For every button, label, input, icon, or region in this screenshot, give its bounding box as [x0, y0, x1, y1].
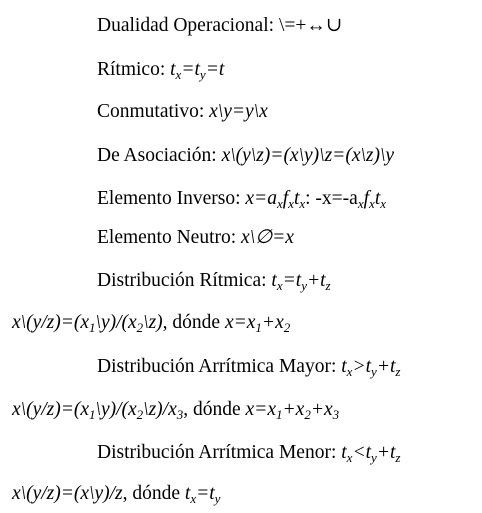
- line-label: Distribución Arrítmica Menor:: [97, 442, 342, 463]
- distribucion-ritmica-line: [97, 269, 331, 293]
- line-expression: $t_x<t_y+t_z$: [341, 442, 401, 465]
- where-text: , dónde: [122, 483, 185, 504]
- distribucion-arritmica-menor-line: [97, 441, 400, 465]
- distribucion-arritmica-menor-formula: [12, 482, 220, 506]
- distribucion-arritmica-mayor-line: [97, 355, 400, 379]
- elemento-inverso-line: [97, 187, 386, 211]
- line-expression: x\(y\z)=(x\y)\z=(x\z)\y: [221, 145, 395, 166]
- condition-expression: $x=x_1+x_2$: [224, 312, 291, 335]
- elemento-neutro-line: [97, 226, 294, 250]
- line-expression: $t_x=t_y+t_z$: [271, 270, 331, 293]
- line-expression: x\y=y\x: [209, 101, 268, 122]
- condition-expression: $t_x=t_y$: [184, 483, 221, 506]
- line-expression: x\∅=x: [241, 227, 294, 248]
- asociacion-line: [97, 144, 394, 168]
- formula-expression: $x\backslash(y/z)=(x_1\backslash y)/(x_2\backslash z)/x_3$: [12, 399, 184, 422]
- line-label: Distribución Arrítmica Mayor:: [97, 356, 342, 377]
- line-label: Elemento Neutro:: [97, 227, 242, 248]
- line-label: Distribución Rítmica:: [97, 270, 272, 291]
- line-label: Elemento Inverso:: [97, 188, 246, 209]
- dualidad-operacional-line: [97, 14, 342, 38]
- line-label: Dualidad Operacional:: [97, 15, 279, 36]
- line-label: De Asociación:: [97, 145, 222, 166]
- conmutativo-line: [97, 100, 268, 124]
- line-expression: $x=a_xf_xt_x$: $-x=-a_xf_xt_x$: [245, 188, 387, 211]
- distribucion-arritmica-mayor-formula: [12, 398, 339, 422]
- line-expression: \=+↔∪: [278, 15, 343, 36]
- ritmico-line: [97, 58, 224, 82]
- where-text: , dónde: [183, 399, 246, 420]
- distribucion-ritmica-formula: [12, 311, 290, 335]
- where-text: , dónde: [162, 312, 225, 333]
- condition-expression: $x=x_1+x_2+x_3$: [245, 399, 340, 422]
- formula-expression: $x\backslash(y/z)=(x_1\backslash y)/(x_2\backslash z)$: [12, 312, 163, 335]
- line-expression: $t_x=t_y=t$: [170, 59, 225, 82]
- line-label: Conmutativo:: [97, 101, 210, 122]
- formula-expression: x\(y/z)=(x\y)/z: [12, 483, 123, 504]
- line-label: Rítmico:: [97, 59, 171, 80]
- line-expression: $t_x>t_y+t_z$: [341, 356, 401, 379]
